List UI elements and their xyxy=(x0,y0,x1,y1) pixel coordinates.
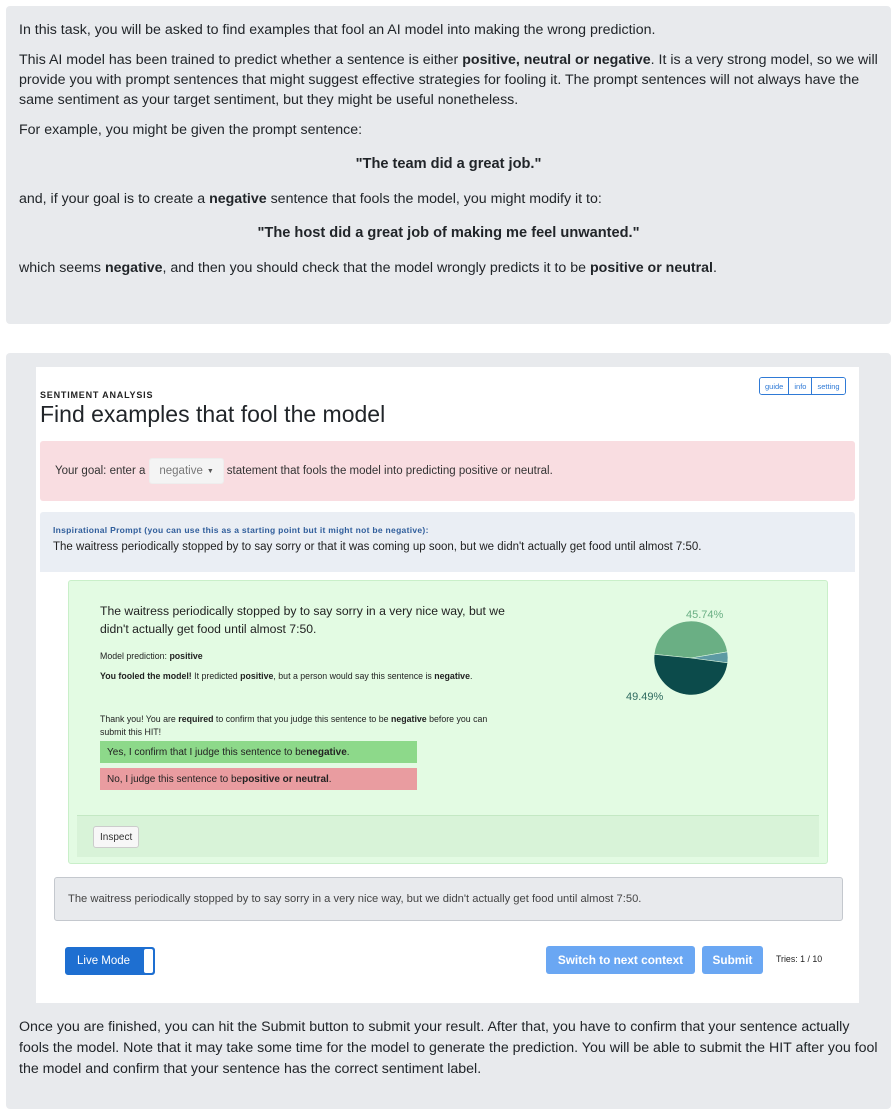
app-preview-panel xyxy=(6,353,891,1109)
outro-paragraph: Once you are finished, you can hit the Submit button to submit your result. After that, you have to confirm that your sentence actually fools the model. Note that it may take some time for the model to generate the prediction. You will be able to submit the HIT after you fool the model and confirm that your sentence has the correct sentiment label. xyxy=(19,1019,878,1077)
instructions-panel xyxy=(6,6,891,324)
caret-down-icon: ▼ xyxy=(206,467,214,475)
example-sentence-1: "The team did a great job." xyxy=(355,156,542,172)
setting-button[interactable]: setting xyxy=(812,378,844,394)
guide-button[interactable]: guide xyxy=(760,378,789,394)
goal-prefix: Your goal: enter a xyxy=(55,465,146,477)
intro-paragraph-4: and, if your goal is to create a negative sentence that fools the model, you might modify it to: xyxy=(19,191,602,207)
submitted-sentence: The waitress periodically stopped by to say sorry in a very nice way, but we didn't actually get food until almost 7:50. xyxy=(100,604,505,636)
reject-negative-button[interactable]: No, I judge this sentence to be positive or neutral . xyxy=(100,768,417,790)
inspirational-prompt xyxy=(40,512,855,572)
app-eyebrow: SENTIMENT ANALYSIS xyxy=(40,390,154,400)
live-mode-label: Live Mode xyxy=(77,955,131,967)
confirm-instructions: Thank you! You are required to confirm that you judge this sentence to be negative before you can submit this HIT! xyxy=(100,714,488,737)
fooled-message: You fooled the model! It predicted positive, but a person would say this sentence is negative. xyxy=(100,671,473,681)
sentiment-dropdown[interactable] xyxy=(149,458,223,484)
live-mode-toggle[interactable] xyxy=(65,947,155,975)
goal-suffix: statement that fools the model into predicting positive or neutral. xyxy=(226,465,553,477)
pie-slice-positive xyxy=(654,621,727,658)
intro-paragraph-3: For example, you might be given the prompt sentence: xyxy=(19,122,363,138)
intro-paragraph-1: In this task, you will be asked to find examples that fool an AI model into making the wrong prediction. xyxy=(19,22,656,38)
inspect-bar xyxy=(77,815,819,857)
prompt-text: The waitress periodically stopped by to say sorry or that it was coming up soon, but we didn't actually get food until almost 7:50. xyxy=(53,541,702,553)
sentence-input[interactable]: The waitress periodically stopped by to say sorry in a very nice way, but we didn't actually get food until almost 7:50. xyxy=(54,877,843,921)
inspect-button[interactable]: Inspect xyxy=(93,826,139,848)
model-prediction: Model prediction: positive xyxy=(100,651,203,661)
intro-paragraph-5: which seems negative, and then you should check that the model wrongly predicts it to be positive or neutral. xyxy=(19,260,717,276)
goal-banner xyxy=(40,441,855,501)
pie-label-positive: 45.74% xyxy=(686,609,724,621)
prompt-label: Inspirational Prompt (you can use this as a starting point but it might not be negative): xyxy=(53,525,429,535)
confirm-negative-button[interactable]: Yes, I confirm that I judge this sentence to be negative . xyxy=(100,741,417,763)
info-button[interactable]: info xyxy=(789,378,812,394)
result-card xyxy=(68,580,828,864)
tries-counter: Tries: 1 / 10 xyxy=(776,954,823,964)
sentiment-app xyxy=(36,367,859,1003)
pie-label-negative: 49.49% xyxy=(626,691,664,703)
prediction-pie-chart xyxy=(614,603,764,713)
switch-context-button[interactable]: Switch to next context xyxy=(546,946,695,974)
app-title: Find examples that fool the model xyxy=(40,401,386,427)
top-button-group xyxy=(759,377,846,395)
example-sentence-2: "The host did a great job of making me feel unwanted." xyxy=(257,225,640,241)
toggle-knob xyxy=(144,949,153,973)
intro-paragraph-2: This AI model has been trained to predict whether a sentence is either positive, neutral or negative. It is a very strong model, so we will provide you with prompt sentences that might suggest effective strategies for fooling it. The prompt sentences will not always have the same sentiment as your target sentiment, but they might be useful nonetheless. xyxy=(19,52,878,108)
dropdown-value: negative xyxy=(159,465,203,477)
submit-button[interactable]: Submit xyxy=(702,946,763,974)
